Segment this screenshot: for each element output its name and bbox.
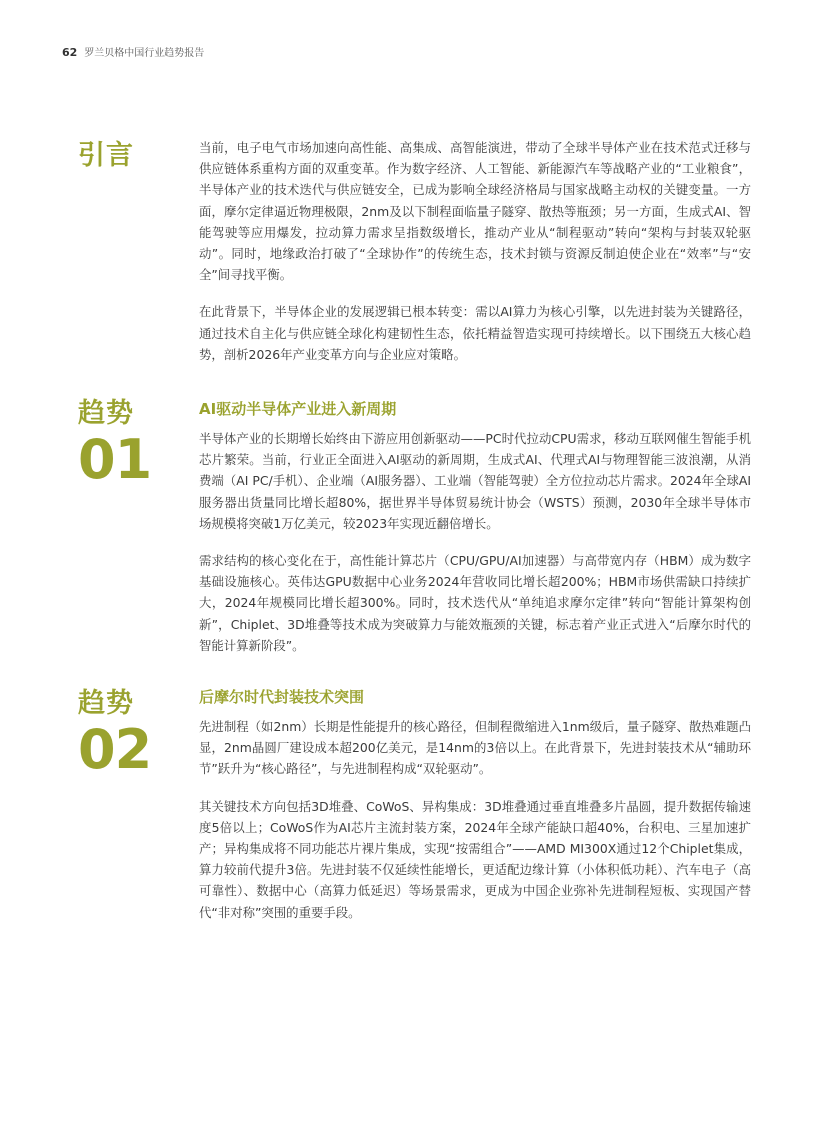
trend2-paragraph-2: 其关键技术方向包括3D堆叠、CoWoS、异构集成：3D堆叠通过垂直堆叠多片晶圆，提升数据传输速度5倍以上；CoWoS作为AI芯片主流封装方案，2024年全球产能缺口超40%，台积电、三星加速扩产；异构集成将不同功能芯片裸片集成，实现“按需组合”——AMD MI300X通过12个Chiplet集成，算力较前代提升3倍。先进封装不仅延续性能增长，更适配边缘计算（小体积低功耗）、汽车电子（高可靠性）、数据中心（高算力低延迟）等场景需求，更成为中国企业弥补先进制程短板、实现国产替代“非对称”突围的重要手段。 (199, 798, 751, 920)
trend2-number: 02 (78, 718, 152, 781)
trend2-paragraph-1: 先进制程（如2nm）长期是性能提升的核心路径，但制程微缩进入1nm级后，量子隧穿、散热难题凸显，2nm晶圆厂建设成本超200亿美元，是14nm的3倍以上。在此背景下，先进封装技术从“辅助环节”跃升为“核心路径”，与先进制程构成“双轮驱动”。 (199, 719, 751, 777)
report-title: 罗兰贝格中国行业趋势报告 (84, 48, 205, 59)
trend1-section (199, 398, 751, 656)
trend2-section (199, 686, 751, 923)
trend1-paragraph-2: 需求结构的核心变化在于，高性能计算芯片（CPU/GPU/AI加速器）与高带宽内存（HBM）成为数字基础设施核心。英伟达GPU数据中心业务2024年营收同比增长超200%；HBM市场供需缺口持续扩大，2024年规模同比增长超300%。同时，技术迭代从“单纯追求摩尔定律”转向“智能计算架构创新”，Chiplet、3D堆叠等技术成为突破算力与能效瓶颈的关键，标志着产业正式进入“后摩尔时代的智能计算新阶段”。 (199, 553, 751, 653)
trend1-side-label (78, 398, 156, 491)
page-number: 62 (62, 46, 78, 59)
trend1-paragraph-1: 半导体产业的长期增长始终由下游应用创新驱动——PC时代拉动CPU需求，移动互联网催生智能手机芯片繁荣。当前，行业正全面进入AI驱动的新周期，生成式AI、代理式AI与物理智能三波浪潮，从消费端（AI PC/手机）、企业端（AI服务器）、工业端（智能驾驶）全方位拉动芯片需求。2024年全球AI服务器出货量同比增长超80%，据世界半导体贸易统计协会（WSTS）预测，2030年全球半导体市场规模将突破1万亿美元，较2023年实现近翻倍增长。 (199, 431, 751, 531)
intro-paragraph-1: 当前，电子电气市场加速向高性能、高集成、高智能演进，带动了全球半导体产业在技术范式迁移与供应链体系重构方面的双重变革。作为数字经济、人工智能、新能源汽车等战略产业的“工业粮食”，半导体产业的技术迭代与供应链安全，已成为影响全球经济格局与国家战略主动权的关键变量。一方面，摩尔定律逼近物理极限，2nm及以下制程面临量子隧穿、散热等瓶颈；另一方面，生成式AI、智能驾驶等应用爆发，拉动算力需求呈指数级增长，推动产业从“制程驱动”转向“架构与封装双轮驱动”。同时，地缘政治打破了“全球协作”的传统生态，技术封锁与资源反制迫使企业在“效率”与“安全”间寻找平衡。 (199, 140, 751, 283)
intro-label: 引言 (78, 140, 134, 171)
trend1-number: 01 (78, 428, 152, 491)
page-header (62, 44, 204, 59)
trend2-side-label (78, 688, 156, 781)
trend1-label: 趋势 (78, 398, 134, 429)
intro-side-label (78, 140, 156, 172)
intro-paragraph-2: 在此背景下，半导体企业的发展逻辑已根本转变：需以AI算力为核心引擎，以先进封装为关键路径，通过技术自主化与供应链全球化构建韧性生态，依托精益智造实现可持续增长。以下围绕五大核心趋势，剖析2026年产业变革方向与企业应对策略。 (199, 304, 751, 362)
trend2-title: 后摩尔时代封装技术突围 (199, 688, 365, 706)
trend2-label: 趋势 (78, 688, 134, 719)
trend1-title: AI驱动半导体产业进入新周期 (199, 400, 397, 418)
intro-section (199, 137, 751, 365)
